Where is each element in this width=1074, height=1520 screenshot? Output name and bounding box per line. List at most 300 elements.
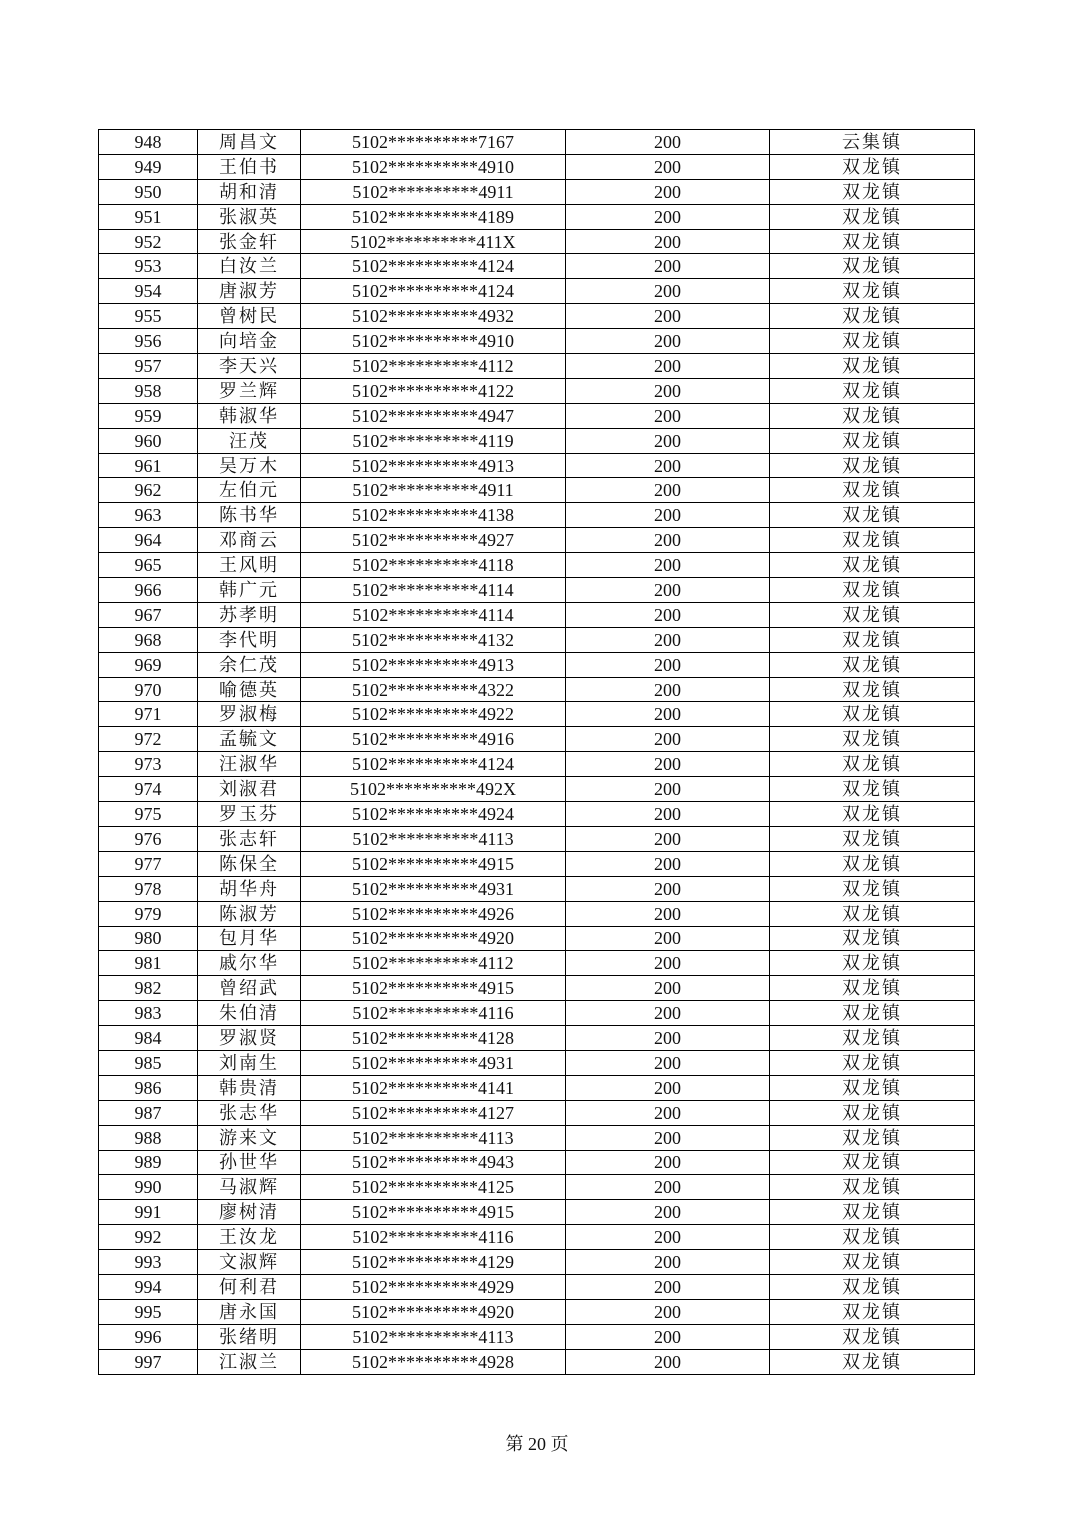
table-row bbox=[99, 528, 975, 553]
name-cell: 陈保全 bbox=[198, 851, 301, 876]
amount-cell: 200 bbox=[566, 179, 770, 204]
table-row bbox=[99, 1125, 975, 1150]
town-cell: 双龙镇 bbox=[770, 279, 975, 304]
id-number-cell: 5102**********4926 bbox=[301, 901, 566, 926]
name-cell: 孙世华 bbox=[198, 1150, 301, 1175]
row-index-cell: 981 bbox=[99, 951, 198, 976]
table-row bbox=[99, 1150, 975, 1175]
table-row bbox=[99, 154, 975, 179]
id-number-cell: 5102**********4124 bbox=[301, 279, 566, 304]
table-row bbox=[99, 254, 975, 279]
table-row bbox=[99, 777, 975, 802]
row-index-cell: 973 bbox=[99, 752, 198, 777]
table-row bbox=[99, 1001, 975, 1026]
row-index-cell: 994 bbox=[99, 1274, 198, 1299]
town-cell: 双龙镇 bbox=[770, 951, 975, 976]
amount-cell: 200 bbox=[566, 354, 770, 379]
amount-cell: 200 bbox=[566, 1001, 770, 1026]
row-index-cell: 984 bbox=[99, 1026, 198, 1051]
id-number-cell: 5102**********4915 bbox=[301, 976, 566, 1001]
id-number-cell: 5102**********4112 bbox=[301, 354, 566, 379]
row-index-cell: 986 bbox=[99, 1075, 198, 1100]
amount-cell: 200 bbox=[566, 279, 770, 304]
name-cell: 邓商云 bbox=[198, 528, 301, 553]
name-cell: 张志华 bbox=[198, 1100, 301, 1125]
table-row bbox=[99, 1274, 975, 1299]
name-cell: 陈淑芳 bbox=[198, 901, 301, 926]
amount-cell: 200 bbox=[566, 1050, 770, 1075]
town-cell: 双龙镇 bbox=[770, 578, 975, 603]
table-row bbox=[99, 752, 975, 777]
name-cell: 韩广元 bbox=[198, 578, 301, 603]
amount-cell: 200 bbox=[566, 254, 770, 279]
table-row bbox=[99, 1026, 975, 1051]
id-number-cell: 5102**********4913 bbox=[301, 652, 566, 677]
id-number-cell: 5102**********4129 bbox=[301, 1250, 566, 1275]
town-cell: 双龙镇 bbox=[770, 727, 975, 752]
name-cell: 罗玉芬 bbox=[198, 802, 301, 827]
table-row bbox=[99, 1175, 975, 1200]
name-cell: 吴万木 bbox=[198, 453, 301, 478]
amount-cell: 200 bbox=[566, 378, 770, 403]
id-number-cell: 5102**********4112 bbox=[301, 951, 566, 976]
name-cell: 何利君 bbox=[198, 1274, 301, 1299]
row-index-cell: 992 bbox=[99, 1225, 198, 1250]
amount-cell: 200 bbox=[566, 503, 770, 528]
row-index-cell: 959 bbox=[99, 403, 198, 428]
town-cell: 双龙镇 bbox=[770, 851, 975, 876]
id-number-cell: 5102**********4911 bbox=[301, 179, 566, 204]
name-cell: 韩贵清 bbox=[198, 1075, 301, 1100]
name-cell: 张志轩 bbox=[198, 826, 301, 851]
table-row bbox=[99, 478, 975, 503]
amount-cell: 200 bbox=[566, 926, 770, 951]
town-cell: 双龙镇 bbox=[770, 403, 975, 428]
id-number-cell: 5102**********4132 bbox=[301, 627, 566, 652]
name-cell: 唐淑芳 bbox=[198, 279, 301, 304]
id-number-cell: 5102**********4924 bbox=[301, 802, 566, 827]
id-number-cell: 5102**********4931 bbox=[301, 1050, 566, 1075]
town-cell: 双龙镇 bbox=[770, 453, 975, 478]
id-number-cell: 5102**********4124 bbox=[301, 752, 566, 777]
row-index-cell: 950 bbox=[99, 179, 198, 204]
name-cell: 曾树民 bbox=[198, 304, 301, 329]
name-cell: 曾绍武 bbox=[198, 976, 301, 1001]
amount-cell: 200 bbox=[566, 528, 770, 553]
id-number-cell: 5102**********4113 bbox=[301, 826, 566, 851]
amount-cell: 200 bbox=[566, 777, 770, 802]
table-row bbox=[99, 1250, 975, 1275]
town-cell: 双龙镇 bbox=[770, 802, 975, 827]
table-row bbox=[99, 802, 975, 827]
table-row bbox=[99, 503, 975, 528]
town-cell: 双龙镇 bbox=[770, 1349, 975, 1374]
town-cell: 双龙镇 bbox=[770, 1299, 975, 1324]
town-cell: 双龙镇 bbox=[770, 1175, 975, 1200]
table-row bbox=[99, 602, 975, 627]
amount-cell: 200 bbox=[566, 876, 770, 901]
amount-cell: 200 bbox=[566, 677, 770, 702]
row-index-cell: 963 bbox=[99, 503, 198, 528]
town-cell: 双龙镇 bbox=[770, 329, 975, 354]
amount-cell: 200 bbox=[566, 826, 770, 851]
row-index-cell: 968 bbox=[99, 627, 198, 652]
table-row bbox=[99, 1225, 975, 1250]
town-cell: 双龙镇 bbox=[770, 553, 975, 578]
row-index-cell: 990 bbox=[99, 1175, 198, 1200]
id-number-cell: 5102**********4128 bbox=[301, 1026, 566, 1051]
row-index-cell: 971 bbox=[99, 702, 198, 727]
id-number-cell: 5102**********4922 bbox=[301, 702, 566, 727]
town-cell: 双龙镇 bbox=[770, 428, 975, 453]
row-index-cell: 948 bbox=[99, 130, 198, 155]
town-cell: 双龙镇 bbox=[770, 1274, 975, 1299]
row-index-cell: 956 bbox=[99, 329, 198, 354]
amount-cell: 200 bbox=[566, 652, 770, 677]
name-cell: 喻德英 bbox=[198, 677, 301, 702]
id-number-cell: 5102**********4125 bbox=[301, 1175, 566, 1200]
id-number-cell: 5102**********4910 bbox=[301, 154, 566, 179]
table-row bbox=[99, 901, 975, 926]
amount-cell: 200 bbox=[566, 851, 770, 876]
name-cell: 李代明 bbox=[198, 627, 301, 652]
row-index-cell: 997 bbox=[99, 1349, 198, 1374]
table-row bbox=[99, 1100, 975, 1125]
amount-cell: 200 bbox=[566, 1250, 770, 1275]
name-cell: 游来文 bbox=[198, 1125, 301, 1150]
table-row bbox=[99, 179, 975, 204]
amount-cell: 200 bbox=[566, 976, 770, 1001]
town-cell: 双龙镇 bbox=[770, 602, 975, 627]
town-cell: 双龙镇 bbox=[770, 826, 975, 851]
town-cell: 双龙镇 bbox=[770, 752, 975, 777]
table-row bbox=[99, 1050, 975, 1075]
town-cell: 双龙镇 bbox=[770, 1225, 975, 1250]
town-cell: 双龙镇 bbox=[770, 378, 975, 403]
id-number-cell: 5102**********4927 bbox=[301, 528, 566, 553]
name-cell: 罗淑贤 bbox=[198, 1026, 301, 1051]
row-index-cell: 966 bbox=[99, 578, 198, 603]
amount-cell: 200 bbox=[566, 329, 770, 354]
table-row bbox=[99, 130, 975, 155]
name-cell: 汪淑华 bbox=[198, 752, 301, 777]
id-number-cell: 5102**********4114 bbox=[301, 578, 566, 603]
name-cell: 文淑辉 bbox=[198, 1250, 301, 1275]
table-row bbox=[99, 304, 975, 329]
table-row bbox=[99, 1200, 975, 1225]
name-cell: 江淑兰 bbox=[198, 1349, 301, 1374]
row-index-cell: 988 bbox=[99, 1125, 198, 1150]
name-cell: 左伯元 bbox=[198, 478, 301, 503]
table-row bbox=[99, 826, 975, 851]
id-number-cell: 5102**********4116 bbox=[301, 1225, 566, 1250]
amount-cell: 200 bbox=[566, 1299, 770, 1324]
amount-cell: 200 bbox=[566, 702, 770, 727]
name-cell: 戚尔华 bbox=[198, 951, 301, 976]
table-row bbox=[99, 727, 975, 752]
name-cell: 韩淑华 bbox=[198, 403, 301, 428]
table-row bbox=[99, 652, 975, 677]
name-cell: 廖树清 bbox=[198, 1200, 301, 1225]
name-cell: 刘南生 bbox=[198, 1050, 301, 1075]
row-index-cell: 957 bbox=[99, 354, 198, 379]
town-cell: 双龙镇 bbox=[770, 354, 975, 379]
name-cell: 孟毓文 bbox=[198, 727, 301, 752]
town-cell: 双龙镇 bbox=[770, 976, 975, 1001]
table-row bbox=[99, 926, 975, 951]
table-row bbox=[99, 851, 975, 876]
table-row bbox=[99, 976, 975, 1001]
id-number-cell: 5102**********4138 bbox=[301, 503, 566, 528]
table-row bbox=[99, 876, 975, 901]
row-index-cell: 955 bbox=[99, 304, 198, 329]
name-cell: 罗兰辉 bbox=[198, 378, 301, 403]
row-index-cell: 967 bbox=[99, 602, 198, 627]
amount-cell: 200 bbox=[566, 478, 770, 503]
name-cell: 胡和清 bbox=[198, 179, 301, 204]
id-number-cell: 5102**********411X bbox=[301, 229, 566, 254]
town-cell: 双龙镇 bbox=[770, 1026, 975, 1051]
id-number-cell: 5102**********492X bbox=[301, 777, 566, 802]
amount-cell: 200 bbox=[566, 1125, 770, 1150]
amount-cell: 200 bbox=[566, 553, 770, 578]
row-index-cell: 953 bbox=[99, 254, 198, 279]
amount-cell: 200 bbox=[566, 1225, 770, 1250]
table-row bbox=[99, 1075, 975, 1100]
table-row bbox=[99, 204, 975, 229]
table-row bbox=[99, 229, 975, 254]
id-number-cell: 5102**********4928 bbox=[301, 1349, 566, 1374]
town-cell: 双龙镇 bbox=[770, 1100, 975, 1125]
id-number-cell: 5102**********4947 bbox=[301, 403, 566, 428]
row-index-cell: 985 bbox=[99, 1050, 198, 1075]
subsidy-list-table bbox=[98, 129, 975, 1375]
amount-cell: 200 bbox=[566, 204, 770, 229]
table-row bbox=[99, 329, 975, 354]
row-index-cell: 972 bbox=[99, 727, 198, 752]
amount-cell: 200 bbox=[566, 154, 770, 179]
id-number-cell: 5102**********4929 bbox=[301, 1274, 566, 1299]
id-number-cell: 5102**********4915 bbox=[301, 851, 566, 876]
row-index-cell: 961 bbox=[99, 453, 198, 478]
name-cell: 罗淑梅 bbox=[198, 702, 301, 727]
amount-cell: 200 bbox=[566, 901, 770, 926]
row-index-cell: 996 bbox=[99, 1324, 198, 1349]
row-index-cell: 964 bbox=[99, 528, 198, 553]
town-cell: 双龙镇 bbox=[770, 901, 975, 926]
table-row bbox=[99, 354, 975, 379]
id-number-cell: 5102**********4920 bbox=[301, 926, 566, 951]
name-cell: 汪茂 bbox=[198, 428, 301, 453]
row-index-cell: 951 bbox=[99, 204, 198, 229]
town-cell: 双龙镇 bbox=[770, 478, 975, 503]
amount-cell: 200 bbox=[566, 627, 770, 652]
id-number-cell: 5102**********4127 bbox=[301, 1100, 566, 1125]
table-row bbox=[99, 378, 975, 403]
table-row bbox=[99, 453, 975, 478]
id-number-cell: 5102**********4910 bbox=[301, 329, 566, 354]
id-number-cell: 5102**********4122 bbox=[301, 378, 566, 403]
name-cell: 白汝兰 bbox=[198, 254, 301, 279]
amount-cell: 200 bbox=[566, 403, 770, 428]
row-index-cell: 987 bbox=[99, 1100, 198, 1125]
name-cell: 王伯书 bbox=[198, 154, 301, 179]
id-number-cell: 5102**********4113 bbox=[301, 1324, 566, 1349]
table-row bbox=[99, 627, 975, 652]
name-cell: 张绪明 bbox=[198, 1324, 301, 1349]
amount-cell: 200 bbox=[566, 802, 770, 827]
town-cell: 双龙镇 bbox=[770, 1250, 975, 1275]
name-cell: 王风明 bbox=[198, 553, 301, 578]
town-cell: 双龙镇 bbox=[770, 1125, 975, 1150]
id-number-cell: 5102**********4113 bbox=[301, 1125, 566, 1150]
row-index-cell: 958 bbox=[99, 378, 198, 403]
town-cell: 双龙镇 bbox=[770, 254, 975, 279]
amount-cell: 200 bbox=[566, 951, 770, 976]
table-body bbox=[99, 130, 975, 1375]
name-cell: 张淑英 bbox=[198, 204, 301, 229]
name-cell: 唐永国 bbox=[198, 1299, 301, 1324]
town-cell: 双龙镇 bbox=[770, 304, 975, 329]
id-number-cell: 5102**********4141 bbox=[301, 1075, 566, 1100]
amount-cell: 200 bbox=[566, 130, 770, 155]
town-cell: 双龙镇 bbox=[770, 1200, 975, 1225]
amount-cell: 200 bbox=[566, 304, 770, 329]
id-number-cell: 5102**********4915 bbox=[301, 1200, 566, 1225]
town-cell: 双龙镇 bbox=[770, 1324, 975, 1349]
name-cell: 包月华 bbox=[198, 926, 301, 951]
name-cell: 周昌文 bbox=[198, 130, 301, 155]
amount-cell: 200 bbox=[566, 1349, 770, 1374]
row-index-cell: 976 bbox=[99, 826, 198, 851]
row-index-cell: 995 bbox=[99, 1299, 198, 1324]
table-row bbox=[99, 677, 975, 702]
town-cell: 双龙镇 bbox=[770, 627, 975, 652]
name-cell: 向培金 bbox=[198, 329, 301, 354]
row-index-cell: 975 bbox=[99, 802, 198, 827]
town-cell: 双龙镇 bbox=[770, 528, 975, 553]
amount-cell: 200 bbox=[566, 1075, 770, 1100]
town-cell: 双龙镇 bbox=[770, 1150, 975, 1175]
row-index-cell: 978 bbox=[99, 876, 198, 901]
row-index-cell: 970 bbox=[99, 677, 198, 702]
id-number-cell: 5102**********4114 bbox=[301, 602, 566, 627]
table-row bbox=[99, 428, 975, 453]
row-index-cell: 982 bbox=[99, 976, 198, 1001]
name-cell: 李天兴 bbox=[198, 354, 301, 379]
table-row bbox=[99, 578, 975, 603]
id-number-cell: 5102**********4916 bbox=[301, 727, 566, 752]
town-cell: 双龙镇 bbox=[770, 702, 975, 727]
town-cell: 双龙镇 bbox=[770, 1001, 975, 1026]
row-index-cell: 979 bbox=[99, 901, 198, 926]
id-number-cell: 5102**********4118 bbox=[301, 553, 566, 578]
town-cell: 双龙镇 bbox=[770, 179, 975, 204]
id-number-cell: 5102**********7167 bbox=[301, 130, 566, 155]
table-row bbox=[99, 1324, 975, 1349]
amount-cell: 200 bbox=[566, 1324, 770, 1349]
town-cell: 双龙镇 bbox=[770, 777, 975, 802]
id-number-cell: 5102**********4932 bbox=[301, 304, 566, 329]
amount-cell: 200 bbox=[566, 1026, 770, 1051]
table-row bbox=[99, 1349, 975, 1374]
row-index-cell: 969 bbox=[99, 652, 198, 677]
row-index-cell: 974 bbox=[99, 777, 198, 802]
town-cell: 双龙镇 bbox=[770, 926, 975, 951]
town-cell: 双龙镇 bbox=[770, 503, 975, 528]
row-index-cell: 952 bbox=[99, 229, 198, 254]
amount-cell: 200 bbox=[566, 1100, 770, 1125]
name-cell: 朱伯清 bbox=[198, 1001, 301, 1026]
name-cell: 刘淑君 bbox=[198, 777, 301, 802]
name-cell: 陈书华 bbox=[198, 503, 301, 528]
table-row bbox=[99, 279, 975, 304]
town-cell: 双龙镇 bbox=[770, 229, 975, 254]
row-index-cell: 949 bbox=[99, 154, 198, 179]
id-number-cell: 5102**********4911 bbox=[301, 478, 566, 503]
id-number-cell: 5102**********4189 bbox=[301, 204, 566, 229]
name-cell: 王汝龙 bbox=[198, 1225, 301, 1250]
town-cell: 双龙镇 bbox=[770, 677, 975, 702]
name-cell: 苏孝明 bbox=[198, 602, 301, 627]
row-index-cell: 989 bbox=[99, 1150, 198, 1175]
id-number-cell: 5102**********4943 bbox=[301, 1150, 566, 1175]
town-cell: 双龙镇 bbox=[770, 154, 975, 179]
town-cell: 双龙镇 bbox=[770, 652, 975, 677]
town-cell: 云集镇 bbox=[770, 130, 975, 155]
amount-cell: 200 bbox=[566, 727, 770, 752]
table-row bbox=[99, 951, 975, 976]
name-cell: 张金轩 bbox=[198, 229, 301, 254]
table-row bbox=[99, 702, 975, 727]
amount-cell: 200 bbox=[566, 1150, 770, 1175]
id-number-cell: 5102**********4116 bbox=[301, 1001, 566, 1026]
row-index-cell: 960 bbox=[99, 428, 198, 453]
amount-cell: 200 bbox=[566, 1175, 770, 1200]
amount-cell: 200 bbox=[566, 229, 770, 254]
table-row bbox=[99, 1299, 975, 1324]
row-index-cell: 991 bbox=[99, 1200, 198, 1225]
row-index-cell: 993 bbox=[99, 1250, 198, 1275]
name-cell: 余仁茂 bbox=[198, 652, 301, 677]
amount-cell: 200 bbox=[566, 1274, 770, 1299]
amount-cell: 200 bbox=[566, 602, 770, 627]
town-cell: 双龙镇 bbox=[770, 1075, 975, 1100]
amount-cell: 200 bbox=[566, 453, 770, 478]
amount-cell: 200 bbox=[566, 578, 770, 603]
town-cell: 双龙镇 bbox=[770, 876, 975, 901]
town-cell: 双龙镇 bbox=[770, 204, 975, 229]
id-number-cell: 5102**********4920 bbox=[301, 1299, 566, 1324]
id-number-cell: 5102**********4913 bbox=[301, 453, 566, 478]
id-number-cell: 5102**********4322 bbox=[301, 677, 566, 702]
id-number-cell: 5102**********4119 bbox=[301, 428, 566, 453]
name-cell: 马淑辉 bbox=[198, 1175, 301, 1200]
amount-cell: 200 bbox=[566, 1200, 770, 1225]
amount-cell: 200 bbox=[566, 428, 770, 453]
page-number: 第 20 页 bbox=[505, 1434, 569, 1454]
row-index-cell: 983 bbox=[99, 1001, 198, 1026]
row-index-cell: 962 bbox=[99, 478, 198, 503]
table-row bbox=[99, 403, 975, 428]
row-index-cell: 980 bbox=[99, 926, 198, 951]
row-index-cell: 954 bbox=[99, 279, 198, 304]
row-index-cell: 965 bbox=[99, 553, 198, 578]
id-number-cell: 5102**********4931 bbox=[301, 876, 566, 901]
row-index-cell: 977 bbox=[99, 851, 198, 876]
id-number-cell: 5102**********4124 bbox=[301, 254, 566, 279]
table-row bbox=[99, 553, 975, 578]
